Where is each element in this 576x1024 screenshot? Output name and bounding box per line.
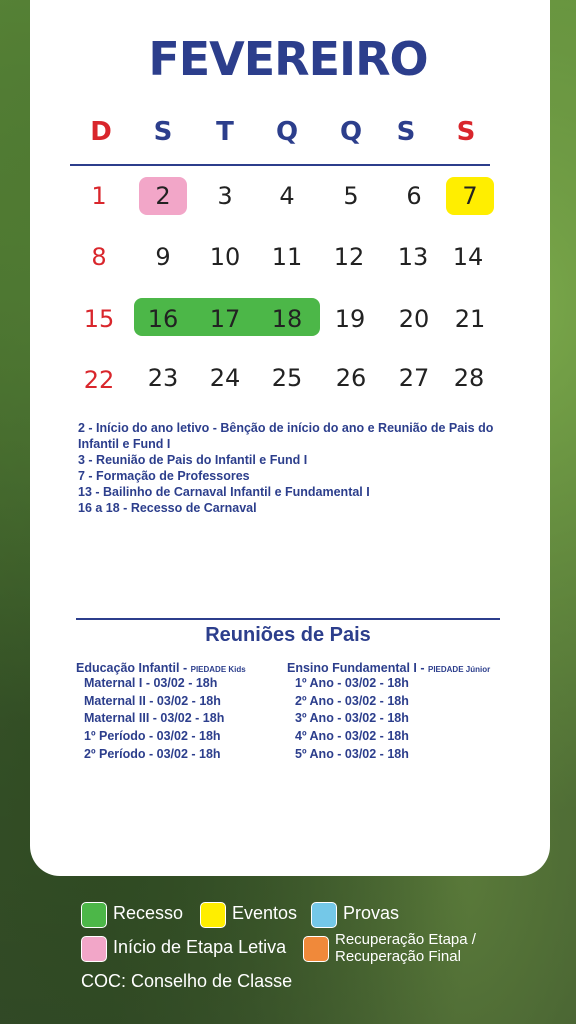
meeting-item: Maternal II - 03/02 - 18h (84, 693, 221, 708)
meeting-item: Maternal III - 03/02 - 18h (84, 711, 225, 726)
meeting-item: 5º Ano - 03/02 - 18h (295, 746, 409, 761)
weekday-wednesday: Q (275, 117, 299, 147)
day-cell: 22 (83, 366, 115, 394)
meetings-divider (76, 618, 500, 620)
meeting-item: 3º Ano - 03/02 - 18h (295, 711, 409, 726)
day-cell: 6 (406, 182, 422, 210)
note-item: 16 a 18 - Recesso de Carnaval (78, 501, 257, 515)
day-cell: 1 (91, 182, 107, 210)
legend-swatch-provas (311, 902, 337, 928)
legend-recesso: Recesso (113, 903, 184, 923)
weekday-tuesday: T (216, 117, 234, 147)
fundamental-heading-text: Ensino Fundamental I - (287, 661, 428, 675)
header-divider (70, 164, 490, 166)
meeting-item: 4º Ano - 03/02 - 18h (295, 729, 409, 744)
day-cell: 25 (271, 364, 303, 392)
day-cell: 26 (335, 364, 367, 392)
weekday-saturday: S (456, 117, 476, 147)
meetings-title: Reuniões de Pais (205, 624, 371, 646)
meeting-item: 1º Período - 03/02 - 18h (84, 729, 221, 744)
fundamental-subheading: PIEDADE Júnior (427, 665, 491, 674)
legend-inicio: Início de Etapa Letiva (113, 937, 287, 957)
note-item: 3 - Reunião de Pais do Infantil e Fund I (78, 453, 308, 467)
month-title: FEVEREIRO (148, 32, 428, 86)
legend-recuperacao-line2: Recuperação Final (335, 948, 461, 965)
day-cell: 10 (209, 243, 241, 271)
day-cell: 2 (155, 182, 171, 210)
legend-swatch-inicio (81, 936, 107, 962)
legend-recuperacao-line1: Recuperação Etapa / (335, 931, 476, 948)
day-cell: 23 (147, 364, 179, 392)
day-cell: 16 (147, 305, 179, 333)
day-cell: 8 (91, 243, 107, 271)
legend-swatch-recuperacao (303, 936, 329, 962)
day-cell: 19 (334, 305, 366, 333)
fundamental-heading (287, 661, 490, 675)
legend-swatch-recesso (81, 902, 107, 928)
meeting-item: 1º Ano - 03/02 - 18h (295, 676, 409, 690)
day-cell: 7 (462, 182, 478, 210)
day-cell: 24 (209, 364, 241, 392)
weekday-friday: S (396, 117, 416, 147)
event-notes (78, 420, 518, 516)
day-cell: 4 (279, 182, 295, 210)
day-cell: 20 (398, 305, 430, 333)
day-cell: 28 (453, 364, 485, 392)
weekday-monday: S (153, 117, 173, 147)
day-cell: 27 (398, 364, 430, 392)
note-item: 13 - Bailinho de Carnaval Infantil e Fundamental I (78, 485, 370, 499)
infantil-subheading: PIEDADE Kids (190, 665, 246, 674)
infantil-column (76, 661, 246, 763)
note-item: 2 - Início do ano letivo - Bênção de início do ano e Reunião de Pais do Infantil e Fund I (78, 421, 494, 451)
legend-provas: Provas (343, 903, 400, 923)
day-cell: 21 (454, 305, 486, 333)
day-cell: 17 (209, 305, 241, 333)
meeting-item: 2º Ano - 03/02 - 18h (295, 693, 409, 708)
legend-recuperacao (335, 931, 476, 965)
infantil-heading (76, 661, 246, 675)
meeting-item: Maternal I - 03/02 - 18h (84, 676, 218, 690)
meeting-item: 2º Período - 03/02 - 18h (84, 746, 221, 761)
day-cell: 14 (452, 243, 484, 271)
day-cell: 5 (343, 182, 359, 210)
fundamental-column (287, 661, 490, 763)
weekday-sunday: D (90, 117, 112, 147)
day-cell: 18 (271, 305, 303, 333)
day-cell: 15 (83, 305, 115, 333)
infantil-heading-text: Educação Infantil - (76, 661, 191, 675)
legend-coc: COC: Conselho de Classe (81, 971, 293, 991)
day-cell: 3 (217, 182, 233, 210)
legend-eventos: Eventos (232, 903, 298, 923)
day-cell: 11 (271, 243, 303, 271)
day-cell: 9 (155, 243, 171, 271)
weekday-thursday: Q (339, 117, 363, 147)
day-cell: 12 (333, 243, 365, 271)
note-item: 7 - Formação de Professores (78, 469, 250, 483)
legend-swatch-eventos (200, 902, 226, 928)
day-cell: 13 (397, 243, 429, 271)
